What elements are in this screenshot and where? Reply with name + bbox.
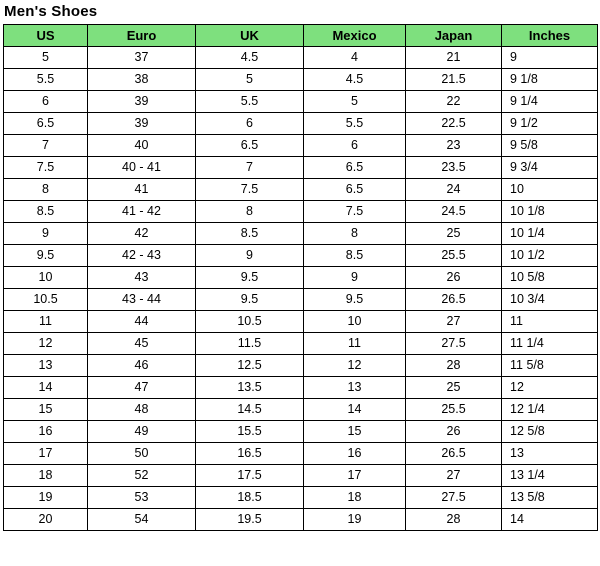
cell-inches: 10 5/8 [502,267,598,289]
cell-inches: 13 [502,443,598,465]
cell-inches: 11 [502,311,598,333]
cell-japan: 22 [406,91,502,113]
table-row [4,289,598,311]
cell-us: 18 [4,465,88,487]
cell-euro: 42 [88,223,196,245]
cell-japan: 25 [406,223,502,245]
cell-mexico: 10 [304,311,406,333]
cell-euro: 42 - 43 [88,245,196,267]
cell-us: 9 [4,223,88,245]
cell-japan: 25 [406,377,502,399]
cell-us: 10 [4,267,88,289]
cell-us: 15 [4,399,88,421]
table-row [4,465,598,487]
cell-japan: 26 [406,421,502,443]
table-row [4,487,598,509]
cell-inches: 10 [502,179,598,201]
cell-japan: 27 [406,465,502,487]
table-row [4,399,598,421]
cell-us: 8.5 [4,201,88,223]
cell-euro: 44 [88,311,196,333]
cell-us: 20 [4,509,88,531]
table-row [4,245,598,267]
cell-uk: 13.5 [196,377,304,399]
cell-us: 7 [4,135,88,157]
cell-mexico: 9.5 [304,289,406,311]
cell-japan: 28 [406,355,502,377]
cell-japan: 28 [406,509,502,531]
cell-mexico: 17 [304,465,406,487]
cell-us: 5.5 [4,69,88,91]
page-title: Men's Shoes [4,3,98,20]
table-header-row [4,25,598,47]
cell-inches: 10 3/4 [502,289,598,311]
cell-us: 5 [4,47,88,69]
cell-uk: 4.5 [196,47,304,69]
table-row [4,113,598,135]
cell-mexico: 6.5 [304,179,406,201]
cell-uk: 19.5 [196,509,304,531]
cell-us: 8 [4,179,88,201]
cell-uk: 12.5 [196,355,304,377]
table-row [4,91,598,113]
cell-inches: 10 1/2 [502,245,598,267]
cell-inches: 13 5/8 [502,487,598,509]
cell-mexico: 12 [304,355,406,377]
cell-mexico: 6 [304,135,406,157]
cell-japan: 24.5 [406,201,502,223]
cell-euro: 52 [88,465,196,487]
cell-japan: 26 [406,267,502,289]
cell-uk: 6 [196,113,304,135]
column-header-inches: Inches [502,25,598,47]
table-row [4,355,598,377]
cell-japan: 27.5 [406,487,502,509]
cell-euro: 39 [88,91,196,113]
cell-inches: 11 1/4 [502,333,598,355]
cell-uk: 5.5 [196,91,304,113]
cell-euro: 41 [88,179,196,201]
cell-uk: 7.5 [196,179,304,201]
column-header-mexico: Mexico [304,25,406,47]
cell-uk: 11.5 [196,333,304,355]
cell-inches: 11 5/8 [502,355,598,377]
cell-japan: 22.5 [406,113,502,135]
cell-euro: 47 [88,377,196,399]
table-row [4,201,598,223]
cell-japan: 27.5 [406,333,502,355]
cell-uk: 8.5 [196,223,304,245]
cell-euro: 39 [88,113,196,135]
cell-japan: 26.5 [406,443,502,465]
cell-euro: 40 - 41 [88,157,196,179]
cell-japan: 23 [406,135,502,157]
cell-mexico: 13 [304,377,406,399]
cell-uk: 7 [196,157,304,179]
column-header-us: US [4,25,88,47]
cell-uk: 6.5 [196,135,304,157]
cell-japan: 23.5 [406,157,502,179]
cell-mexico: 11 [304,333,406,355]
cell-mexico: 9 [304,267,406,289]
table-row [4,157,598,179]
cell-uk: 9.5 [196,289,304,311]
cell-uk: 9.5 [196,267,304,289]
cell-us: 17 [4,443,88,465]
cell-mexico: 14 [304,399,406,421]
cell-japan: 25.5 [406,399,502,421]
cell-japan: 27 [406,311,502,333]
cell-mexico: 6.5 [304,157,406,179]
cell-uk: 14.5 [196,399,304,421]
cell-mexico: 4.5 [304,69,406,91]
cell-mexico: 7.5 [304,201,406,223]
cell-inches: 13 1/4 [502,465,598,487]
table-body [4,47,598,531]
cell-euro: 49 [88,421,196,443]
cell-mexico: 4 [304,47,406,69]
cell-euro: 48 [88,399,196,421]
table-row [4,311,598,333]
cell-us: 9.5 [4,245,88,267]
cell-japan: 26.5 [406,289,502,311]
cell-us: 19 [4,487,88,509]
cell-us: 11 [4,311,88,333]
cell-uk: 15.5 [196,421,304,443]
cell-japan: 21 [406,47,502,69]
cell-us: 12 [4,333,88,355]
cell-inches: 9 [502,47,598,69]
cell-inches: 14 [502,509,598,531]
table-row [4,509,598,531]
cell-inches: 9 3/4 [502,157,598,179]
cell-inches: 12 1/4 [502,399,598,421]
cell-inches: 12 [502,377,598,399]
cell-euro: 45 [88,333,196,355]
table-row [4,377,598,399]
cell-japan: 24 [406,179,502,201]
table-row [4,333,598,355]
cell-euro: 41 - 42 [88,201,196,223]
cell-uk: 18.5 [196,487,304,509]
cell-us: 13 [4,355,88,377]
cell-inches: 9 1/2 [502,113,598,135]
table-row [4,443,598,465]
cell-euro: 43 [88,267,196,289]
cell-us: 16 [4,421,88,443]
cell-japan: 21.5 [406,69,502,91]
cell-inches: 10 1/4 [502,223,598,245]
cell-mexico: 16 [304,443,406,465]
table-row [4,47,598,69]
table-header [4,25,598,47]
cell-mexico: 19 [304,509,406,531]
size-chart-table [3,24,598,531]
cell-mexico: 15 [304,421,406,443]
cell-mexico: 18 [304,487,406,509]
cell-uk: 16.5 [196,443,304,465]
cell-uk: 9 [196,245,304,267]
table-row [4,223,598,245]
column-header-euro: Euro [88,25,196,47]
cell-inches: 9 1/4 [502,91,598,113]
cell-uk: 8 [196,201,304,223]
cell-inches: 10 1/8 [502,201,598,223]
cell-us: 6 [4,91,88,113]
cell-uk: 17.5 [196,465,304,487]
cell-euro: 37 [88,47,196,69]
cell-mexico: 5 [304,91,406,113]
cell-inches: 9 1/8 [502,69,598,91]
cell-us: 7.5 [4,157,88,179]
cell-euro: 38 [88,69,196,91]
cell-uk: 10.5 [196,311,304,333]
cell-mexico: 8 [304,223,406,245]
column-header-japan: Japan [406,25,502,47]
cell-us: 6.5 [4,113,88,135]
column-header-uk: UK [196,25,304,47]
cell-euro: 43 - 44 [88,289,196,311]
cell-inches: 12 5/8 [502,421,598,443]
table-row [4,135,598,157]
cell-mexico: 5.5 [304,113,406,135]
table-row [4,421,598,443]
table-row [4,179,598,201]
table-row [4,267,598,289]
cell-us: 10.5 [4,289,88,311]
cell-euro: 53 [88,487,196,509]
cell-inches: 9 5/8 [502,135,598,157]
cell-euro: 40 [88,135,196,157]
cell-mexico: 8.5 [304,245,406,267]
cell-euro: 54 [88,509,196,531]
cell-us: 14 [4,377,88,399]
cell-japan: 25.5 [406,245,502,267]
cell-euro: 46 [88,355,196,377]
table-row [4,69,598,91]
cell-uk: 5 [196,69,304,91]
cell-euro: 50 [88,443,196,465]
